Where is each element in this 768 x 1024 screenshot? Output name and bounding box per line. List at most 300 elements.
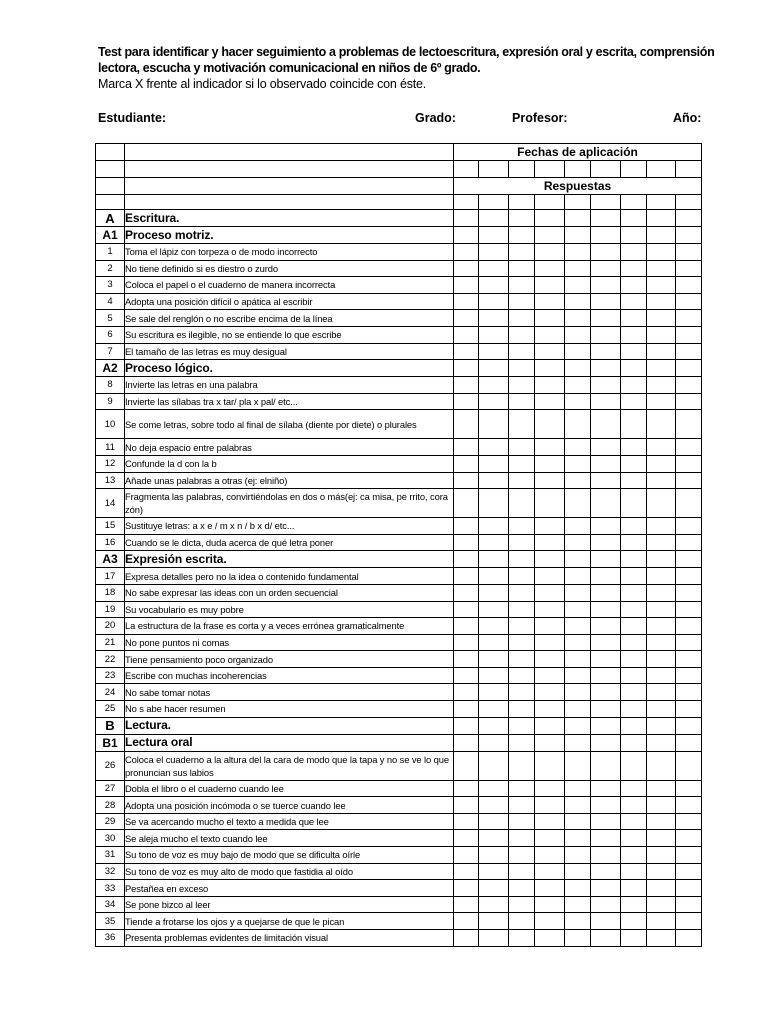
response-cell[interactable] bbox=[479, 797, 509, 814]
response-cell[interactable] bbox=[454, 489, 479, 518]
response-cell[interactable] bbox=[454, 584, 479, 601]
response-cell[interactable] bbox=[479, 813, 509, 830]
response-cell[interactable] bbox=[676, 896, 702, 913]
response-cell[interactable] bbox=[676, 684, 702, 701]
response-cell[interactable] bbox=[454, 260, 479, 277]
response-cell[interactable] bbox=[479, 751, 509, 780]
response-cell[interactable] bbox=[647, 634, 676, 651]
response-cell[interactable] bbox=[509, 489, 535, 518]
response-cell[interactable] bbox=[535, 930, 565, 947]
response-cell[interactable] bbox=[621, 651, 647, 668]
response-cell[interactable] bbox=[454, 618, 479, 635]
response-cell[interactable] bbox=[676, 667, 702, 684]
response-cell[interactable] bbox=[676, 601, 702, 618]
response-cell[interactable] bbox=[479, 734, 509, 751]
response-cell[interactable] bbox=[479, 701, 509, 718]
response-cell[interactable] bbox=[535, 393, 565, 410]
response-cell[interactable] bbox=[454, 310, 479, 327]
response-cell[interactable] bbox=[535, 601, 565, 618]
response-cell[interactable] bbox=[676, 227, 702, 244]
response-cell[interactable] bbox=[676, 410, 702, 439]
response-cell[interactable] bbox=[479, 227, 509, 244]
response-cell[interactable] bbox=[591, 277, 621, 294]
response-cell[interactable] bbox=[535, 210, 565, 227]
response-cell[interactable] bbox=[565, 896, 591, 913]
response-cell[interactable] bbox=[647, 584, 676, 601]
response-cell[interactable] bbox=[621, 847, 647, 864]
response-cell[interactable] bbox=[621, 455, 647, 472]
response-cell[interactable] bbox=[565, 551, 591, 568]
response-cell[interactable] bbox=[591, 584, 621, 601]
response-cell[interactable] bbox=[676, 618, 702, 635]
response-cell[interactable] bbox=[591, 780, 621, 797]
response-cell[interactable] bbox=[591, 360, 621, 377]
response-cell[interactable] bbox=[621, 618, 647, 635]
response-cell[interactable] bbox=[535, 489, 565, 518]
response-cell[interactable] bbox=[535, 277, 565, 294]
response-cell[interactable] bbox=[565, 326, 591, 343]
date-cell[interactable] bbox=[591, 161, 621, 178]
response-cell[interactable] bbox=[591, 751, 621, 780]
response-cell[interactable] bbox=[565, 439, 591, 456]
response-cell[interactable] bbox=[479, 472, 509, 489]
response-cell[interactable] bbox=[647, 377, 676, 394]
response-cell[interactable] bbox=[454, 568, 479, 585]
response-cell[interactable] bbox=[509, 618, 535, 635]
response-cell[interactable] bbox=[647, 601, 676, 618]
response-cell[interactable] bbox=[621, 489, 647, 518]
response-cell[interactable] bbox=[565, 751, 591, 780]
response-cell[interactable] bbox=[454, 813, 479, 830]
response-cell[interactable] bbox=[621, 534, 647, 551]
response-cell[interactable] bbox=[479, 684, 509, 701]
date-cell[interactable] bbox=[535, 161, 565, 178]
response-cell[interactable] bbox=[454, 896, 479, 913]
response-cell[interactable] bbox=[454, 651, 479, 668]
response-cell[interactable] bbox=[647, 244, 676, 261]
response-cell[interactable] bbox=[591, 455, 621, 472]
response-cell[interactable] bbox=[535, 717, 565, 734]
response-cell[interactable] bbox=[565, 568, 591, 585]
response-cell[interactable] bbox=[647, 360, 676, 377]
response-cell[interactable] bbox=[509, 930, 535, 947]
response-cell[interactable] bbox=[565, 780, 591, 797]
response-cell[interactable] bbox=[509, 227, 535, 244]
response-cell[interactable] bbox=[565, 310, 591, 327]
response-cell[interactable] bbox=[509, 797, 535, 814]
response-cell[interactable] bbox=[509, 568, 535, 585]
response-cell[interactable] bbox=[591, 244, 621, 261]
response-cell[interactable] bbox=[535, 667, 565, 684]
response-cell[interactable] bbox=[676, 634, 702, 651]
response-cell[interactable] bbox=[591, 667, 621, 684]
response-cell[interactable] bbox=[479, 601, 509, 618]
response-cell[interactable] bbox=[535, 584, 565, 601]
response-cell[interactable] bbox=[591, 293, 621, 310]
response-cell[interactable] bbox=[647, 880, 676, 897]
response-cell[interactable] bbox=[676, 310, 702, 327]
response-cell[interactable] bbox=[535, 293, 565, 310]
response-cell[interactable] bbox=[565, 717, 591, 734]
response-cell[interactable] bbox=[621, 518, 647, 535]
response-cell[interactable] bbox=[647, 751, 676, 780]
response-cell[interactable] bbox=[676, 343, 702, 360]
response-cell[interactable] bbox=[509, 455, 535, 472]
response-cell[interactable] bbox=[535, 651, 565, 668]
response-cell[interactable] bbox=[454, 667, 479, 684]
response-cell[interactable] bbox=[479, 913, 509, 930]
response-cell[interactable] bbox=[676, 780, 702, 797]
response-cell[interactable] bbox=[647, 734, 676, 751]
response-cell[interactable] bbox=[676, 210, 702, 227]
response-cell[interactable] bbox=[621, 780, 647, 797]
response-cell[interactable] bbox=[454, 551, 479, 568]
response-cell[interactable] bbox=[621, 667, 647, 684]
response-cell[interactable] bbox=[454, 277, 479, 294]
response-cell[interactable] bbox=[565, 260, 591, 277]
response-cell[interactable] bbox=[454, 472, 479, 489]
response-cell[interactable] bbox=[479, 518, 509, 535]
response-cell[interactable] bbox=[676, 244, 702, 261]
response-cell[interactable] bbox=[565, 518, 591, 535]
response-cell[interactable] bbox=[479, 634, 509, 651]
response-cell[interactable] bbox=[647, 797, 676, 814]
response-cell[interactable] bbox=[535, 634, 565, 651]
response-cell[interactable] bbox=[621, 634, 647, 651]
response-cell[interactable] bbox=[621, 551, 647, 568]
response-cell[interactable] bbox=[565, 489, 591, 518]
response-cell[interactable] bbox=[621, 227, 647, 244]
response-cell[interactable] bbox=[565, 813, 591, 830]
response-cell[interactable] bbox=[535, 551, 565, 568]
response-cell[interactable] bbox=[676, 751, 702, 780]
date-cell[interactable] bbox=[647, 161, 676, 178]
response-cell[interactable] bbox=[647, 410, 676, 439]
response-cell[interactable] bbox=[479, 360, 509, 377]
response-cell[interactable] bbox=[535, 751, 565, 780]
response-cell[interactable] bbox=[509, 244, 535, 261]
response-cell[interactable] bbox=[621, 913, 647, 930]
response-cell[interactable] bbox=[454, 393, 479, 410]
response-cell[interactable] bbox=[591, 634, 621, 651]
response-cell[interactable] bbox=[509, 210, 535, 227]
response-cell[interactable] bbox=[647, 684, 676, 701]
response-cell[interactable] bbox=[676, 260, 702, 277]
response-cell[interactable] bbox=[591, 343, 621, 360]
response-cell[interactable] bbox=[454, 701, 479, 718]
date-cell[interactable] bbox=[565, 161, 591, 178]
date-cell[interactable] bbox=[621, 161, 647, 178]
response-cell[interactable] bbox=[621, 734, 647, 751]
response-cell[interactable] bbox=[647, 830, 676, 847]
response-cell[interactable] bbox=[509, 410, 535, 439]
response-cell[interactable] bbox=[591, 393, 621, 410]
response-cell[interactable] bbox=[621, 880, 647, 897]
response-cell[interactable] bbox=[454, 377, 479, 394]
response-cell[interactable] bbox=[647, 534, 676, 551]
response-cell[interactable] bbox=[479, 667, 509, 684]
response-cell[interactable] bbox=[591, 439, 621, 456]
response-cell[interactable] bbox=[535, 518, 565, 535]
response-cell[interactable] bbox=[647, 667, 676, 684]
response-cell[interactable] bbox=[676, 913, 702, 930]
response-cell[interactable] bbox=[454, 684, 479, 701]
response-cell[interactable] bbox=[535, 913, 565, 930]
response-cell[interactable] bbox=[509, 896, 535, 913]
response-cell[interactable] bbox=[676, 360, 702, 377]
response-cell[interactable] bbox=[509, 195, 535, 210]
response-cell[interactable] bbox=[454, 195, 479, 210]
response-cell[interactable] bbox=[676, 813, 702, 830]
response-cell[interactable] bbox=[479, 455, 509, 472]
response-cell[interactable] bbox=[591, 195, 621, 210]
response-cell[interactable] bbox=[647, 551, 676, 568]
response-cell[interactable] bbox=[565, 195, 591, 210]
response-cell[interactable] bbox=[509, 310, 535, 327]
response-cell[interactable] bbox=[676, 293, 702, 310]
response-cell[interactable] bbox=[454, 410, 479, 439]
response-cell[interactable] bbox=[479, 830, 509, 847]
response-cell[interactable] bbox=[454, 343, 479, 360]
response-cell[interactable] bbox=[621, 195, 647, 210]
response-cell[interactable] bbox=[509, 439, 535, 456]
response-cell[interactable] bbox=[509, 780, 535, 797]
response-cell[interactable] bbox=[479, 534, 509, 551]
response-cell[interactable] bbox=[621, 584, 647, 601]
response-cell[interactable] bbox=[676, 880, 702, 897]
response-cell[interactable] bbox=[509, 651, 535, 668]
response-cell[interactable] bbox=[676, 551, 702, 568]
response-cell[interactable] bbox=[535, 734, 565, 751]
response-cell[interactable] bbox=[676, 393, 702, 410]
response-cell[interactable] bbox=[454, 797, 479, 814]
response-cell[interactable] bbox=[647, 930, 676, 947]
response-cell[interactable] bbox=[479, 489, 509, 518]
response-cell[interactable] bbox=[535, 260, 565, 277]
response-cell[interactable] bbox=[479, 863, 509, 880]
response-cell[interactable] bbox=[647, 455, 676, 472]
response-cell[interactable] bbox=[535, 847, 565, 864]
response-cell[interactable] bbox=[454, 880, 479, 897]
response-cell[interactable] bbox=[591, 210, 621, 227]
response-cell[interactable] bbox=[454, 913, 479, 930]
response-cell[interactable] bbox=[454, 634, 479, 651]
response-cell[interactable] bbox=[509, 472, 535, 489]
response-cell[interactable] bbox=[509, 863, 535, 880]
response-cell[interactable] bbox=[647, 260, 676, 277]
response-cell[interactable] bbox=[565, 244, 591, 261]
response-cell[interactable] bbox=[591, 227, 621, 244]
response-cell[interactable] bbox=[676, 377, 702, 394]
response-cell[interactable] bbox=[647, 618, 676, 635]
response-cell[interactable] bbox=[454, 780, 479, 797]
response-cell[interactable] bbox=[591, 830, 621, 847]
response-cell[interactable] bbox=[509, 293, 535, 310]
response-cell[interactable] bbox=[535, 618, 565, 635]
response-cell[interactable] bbox=[591, 310, 621, 327]
response-cell[interactable] bbox=[676, 439, 702, 456]
response-cell[interactable] bbox=[479, 930, 509, 947]
response-cell[interactable] bbox=[565, 227, 591, 244]
response-cell[interactable] bbox=[454, 455, 479, 472]
response-cell[interactable] bbox=[565, 293, 591, 310]
response-cell[interactable] bbox=[535, 534, 565, 551]
response-cell[interactable] bbox=[565, 913, 591, 930]
response-cell[interactable] bbox=[621, 717, 647, 734]
response-cell[interactable] bbox=[535, 880, 565, 897]
response-cell[interactable] bbox=[565, 410, 591, 439]
response-cell[interactable] bbox=[535, 360, 565, 377]
response-cell[interactable] bbox=[479, 880, 509, 897]
response-cell[interactable] bbox=[454, 518, 479, 535]
response-cell[interactable] bbox=[591, 717, 621, 734]
response-cell[interactable] bbox=[565, 534, 591, 551]
response-cell[interactable] bbox=[509, 667, 535, 684]
response-cell[interactable] bbox=[676, 651, 702, 668]
response-cell[interactable] bbox=[479, 896, 509, 913]
response-cell[interactable] bbox=[647, 472, 676, 489]
response-cell[interactable] bbox=[565, 634, 591, 651]
response-cell[interactable] bbox=[535, 410, 565, 439]
response-cell[interactable] bbox=[591, 551, 621, 568]
response-cell[interactable] bbox=[565, 847, 591, 864]
response-cell[interactable] bbox=[621, 863, 647, 880]
response-cell[interactable] bbox=[509, 751, 535, 780]
response-cell[interactable] bbox=[676, 701, 702, 718]
response-cell[interactable] bbox=[676, 568, 702, 585]
response-cell[interactable] bbox=[479, 310, 509, 327]
response-cell[interactable] bbox=[535, 701, 565, 718]
response-cell[interactable] bbox=[591, 863, 621, 880]
response-cell[interactable] bbox=[647, 701, 676, 718]
response-cell[interactable] bbox=[591, 896, 621, 913]
response-cell[interactable] bbox=[535, 326, 565, 343]
response-cell[interactable] bbox=[621, 326, 647, 343]
response-cell[interactable] bbox=[509, 551, 535, 568]
response-cell[interactable] bbox=[479, 410, 509, 439]
response-cell[interactable] bbox=[647, 277, 676, 294]
date-cell[interactable] bbox=[676, 161, 702, 178]
response-cell[interactable] bbox=[509, 377, 535, 394]
response-cell[interactable] bbox=[565, 701, 591, 718]
response-cell[interactable] bbox=[565, 734, 591, 751]
response-cell[interactable] bbox=[591, 377, 621, 394]
response-cell[interactable] bbox=[509, 343, 535, 360]
response-cell[interactable] bbox=[621, 260, 647, 277]
response-cell[interactable] bbox=[621, 930, 647, 947]
response-cell[interactable] bbox=[591, 410, 621, 439]
response-cell[interactable] bbox=[621, 830, 647, 847]
response-cell[interactable] bbox=[676, 195, 702, 210]
response-cell[interactable] bbox=[647, 568, 676, 585]
response-cell[interactable] bbox=[479, 568, 509, 585]
date-cell[interactable] bbox=[454, 161, 479, 178]
response-cell[interactable] bbox=[621, 472, 647, 489]
response-cell[interactable] bbox=[647, 913, 676, 930]
response-cell[interactable] bbox=[535, 310, 565, 327]
response-cell[interactable] bbox=[676, 277, 702, 294]
response-cell[interactable] bbox=[647, 780, 676, 797]
response-cell[interactable] bbox=[591, 601, 621, 618]
response-cell[interactable] bbox=[621, 393, 647, 410]
response-cell[interactable] bbox=[647, 195, 676, 210]
response-cell[interactable] bbox=[454, 847, 479, 864]
response-cell[interactable] bbox=[479, 244, 509, 261]
response-cell[interactable] bbox=[647, 310, 676, 327]
response-cell[interactable] bbox=[509, 913, 535, 930]
response-cell[interactable] bbox=[479, 717, 509, 734]
response-cell[interactable] bbox=[454, 734, 479, 751]
response-cell[interactable] bbox=[621, 360, 647, 377]
response-cell[interactable] bbox=[591, 930, 621, 947]
response-cell[interactable] bbox=[591, 260, 621, 277]
response-cell[interactable] bbox=[565, 667, 591, 684]
date-cell[interactable] bbox=[509, 161, 535, 178]
response-cell[interactable] bbox=[535, 455, 565, 472]
response-cell[interactable] bbox=[509, 360, 535, 377]
response-cell[interactable] bbox=[647, 393, 676, 410]
response-cell[interactable] bbox=[479, 343, 509, 360]
response-cell[interactable] bbox=[509, 634, 535, 651]
response-cell[interactable] bbox=[591, 326, 621, 343]
response-cell[interactable] bbox=[565, 618, 591, 635]
response-cell[interactable] bbox=[676, 489, 702, 518]
response-cell[interactable] bbox=[565, 393, 591, 410]
response-cell[interactable] bbox=[676, 455, 702, 472]
response-cell[interactable] bbox=[591, 651, 621, 668]
response-cell[interactable] bbox=[621, 896, 647, 913]
response-cell[interactable] bbox=[454, 227, 479, 244]
response-cell[interactable] bbox=[565, 880, 591, 897]
response-cell[interactable] bbox=[647, 717, 676, 734]
response-cell[interactable] bbox=[509, 326, 535, 343]
response-cell[interactable] bbox=[454, 534, 479, 551]
response-cell[interactable] bbox=[479, 780, 509, 797]
response-cell[interactable] bbox=[621, 410, 647, 439]
response-cell[interactable] bbox=[565, 830, 591, 847]
response-cell[interactable] bbox=[479, 377, 509, 394]
response-cell[interactable] bbox=[479, 195, 509, 210]
response-cell[interactable] bbox=[535, 472, 565, 489]
response-cell[interactable] bbox=[565, 455, 591, 472]
response-cell[interactable] bbox=[591, 518, 621, 535]
response-cell[interactable] bbox=[621, 210, 647, 227]
response-cell[interactable] bbox=[676, 930, 702, 947]
response-cell[interactable] bbox=[535, 568, 565, 585]
response-cell[interactable] bbox=[454, 751, 479, 780]
response-cell[interactable] bbox=[647, 847, 676, 864]
response-cell[interactable] bbox=[565, 360, 591, 377]
response-cell[interactable] bbox=[621, 244, 647, 261]
response-cell[interactable] bbox=[647, 863, 676, 880]
response-cell[interactable] bbox=[647, 439, 676, 456]
response-cell[interactable] bbox=[647, 293, 676, 310]
response-cell[interactable] bbox=[509, 260, 535, 277]
response-cell[interactable] bbox=[621, 601, 647, 618]
response-cell[interactable] bbox=[479, 393, 509, 410]
response-cell[interactable] bbox=[676, 518, 702, 535]
response-cell[interactable] bbox=[676, 534, 702, 551]
response-cell[interactable] bbox=[621, 377, 647, 394]
response-cell[interactable] bbox=[565, 930, 591, 947]
response-cell[interactable] bbox=[535, 377, 565, 394]
response-cell[interactable] bbox=[647, 489, 676, 518]
response-cell[interactable] bbox=[535, 830, 565, 847]
response-cell[interactable] bbox=[591, 472, 621, 489]
response-cell[interactable] bbox=[535, 195, 565, 210]
response-cell[interactable] bbox=[479, 439, 509, 456]
response-cell[interactable] bbox=[509, 717, 535, 734]
